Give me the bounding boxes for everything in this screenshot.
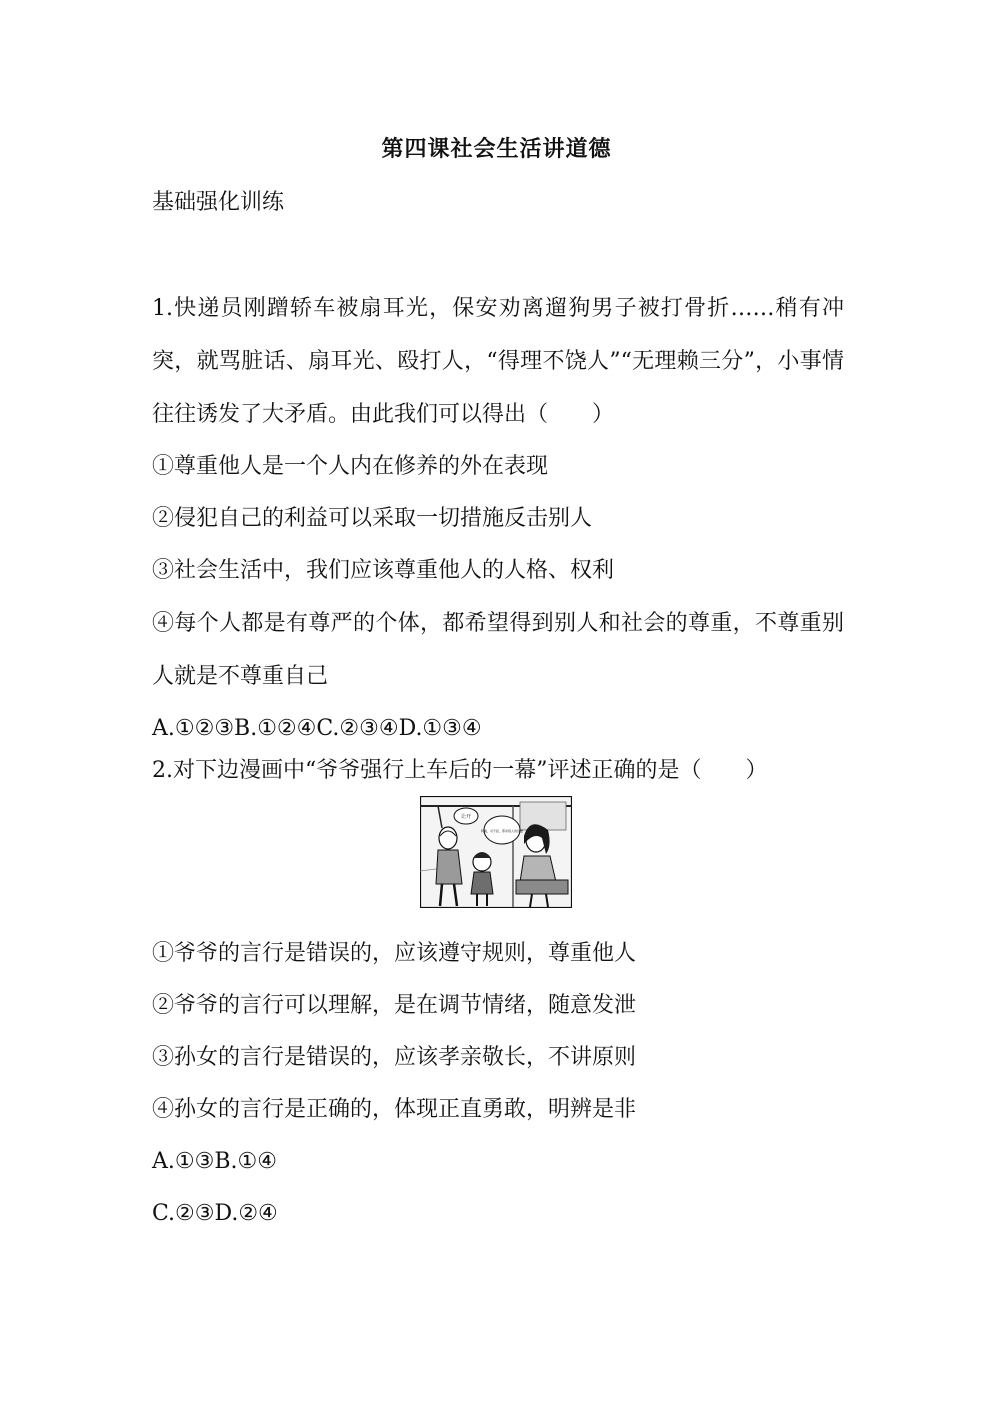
question-1-statement-3: ③社会生活中，我们应该尊重他人的人格、权利 [152,558,615,583]
question-1-stem: 1.快递员刚蹭轿车被扇耳光，保安劝离遛狗男子被打骨折……稍有冲突，就骂脏话、扇耳光、殴打人，“得理不饶人”“无理赖三分”，小事情往往诱发了大矛盾。由此我们可以得出（ ） [152,296,844,427]
question-2 [152,745,844,797]
question-1-statement-4: ④每个人都是有尊严的个体，都希望得到别人和社会的尊重，不尊重别人就是不尊重自己 [152,611,844,689]
question-1-statement-2: ②侵犯自己的利益可以采取一切措施反击别人 [152,506,593,531]
question-2-stem: 2.对下边漫画中“爷爷强行上车后的一幕”评述正确的是（ ） [152,758,768,783]
question-1-choices: A.①②③B.①②④C.②③④D.①③④ [152,716,482,741]
question-1-statement-1: ①尊重他人是一个人内在修养的外在表现 [152,454,549,479]
question-2-choices-row-1: A.①③B.①④ [152,1149,277,1174]
question-2-statement-3: ③孙女的言行是错误的，应该孝亲敬长，不讲原则 [152,1045,637,1070]
page-title: 第四课社会生活讲道德 [381,136,612,162]
question-2-statement-2: ②爷爷的言行可以理解，是在调节情绪，随意发泄 [152,993,637,1018]
comic-illustration [420,796,572,908]
section-heading: 基础强化训练 [152,190,285,215]
question-2-statement-1: ①爷爷的言行是错误的，应该遵守规则，尊重他人 [152,941,637,966]
question-2-choices-row-2: C.②③D.②④ [152,1201,278,1226]
question-2-options [152,928,844,1240]
question-2-statement-4: ④孙女的言行是正确的，体现正直勇敢，明辨是非 [152,1097,637,1122]
comic-speech-right: 阿姨，对不起，那是别人的位置 [480,829,524,833]
question-1 [152,282,844,755]
comic-speech-left: 让开 [460,814,472,820]
